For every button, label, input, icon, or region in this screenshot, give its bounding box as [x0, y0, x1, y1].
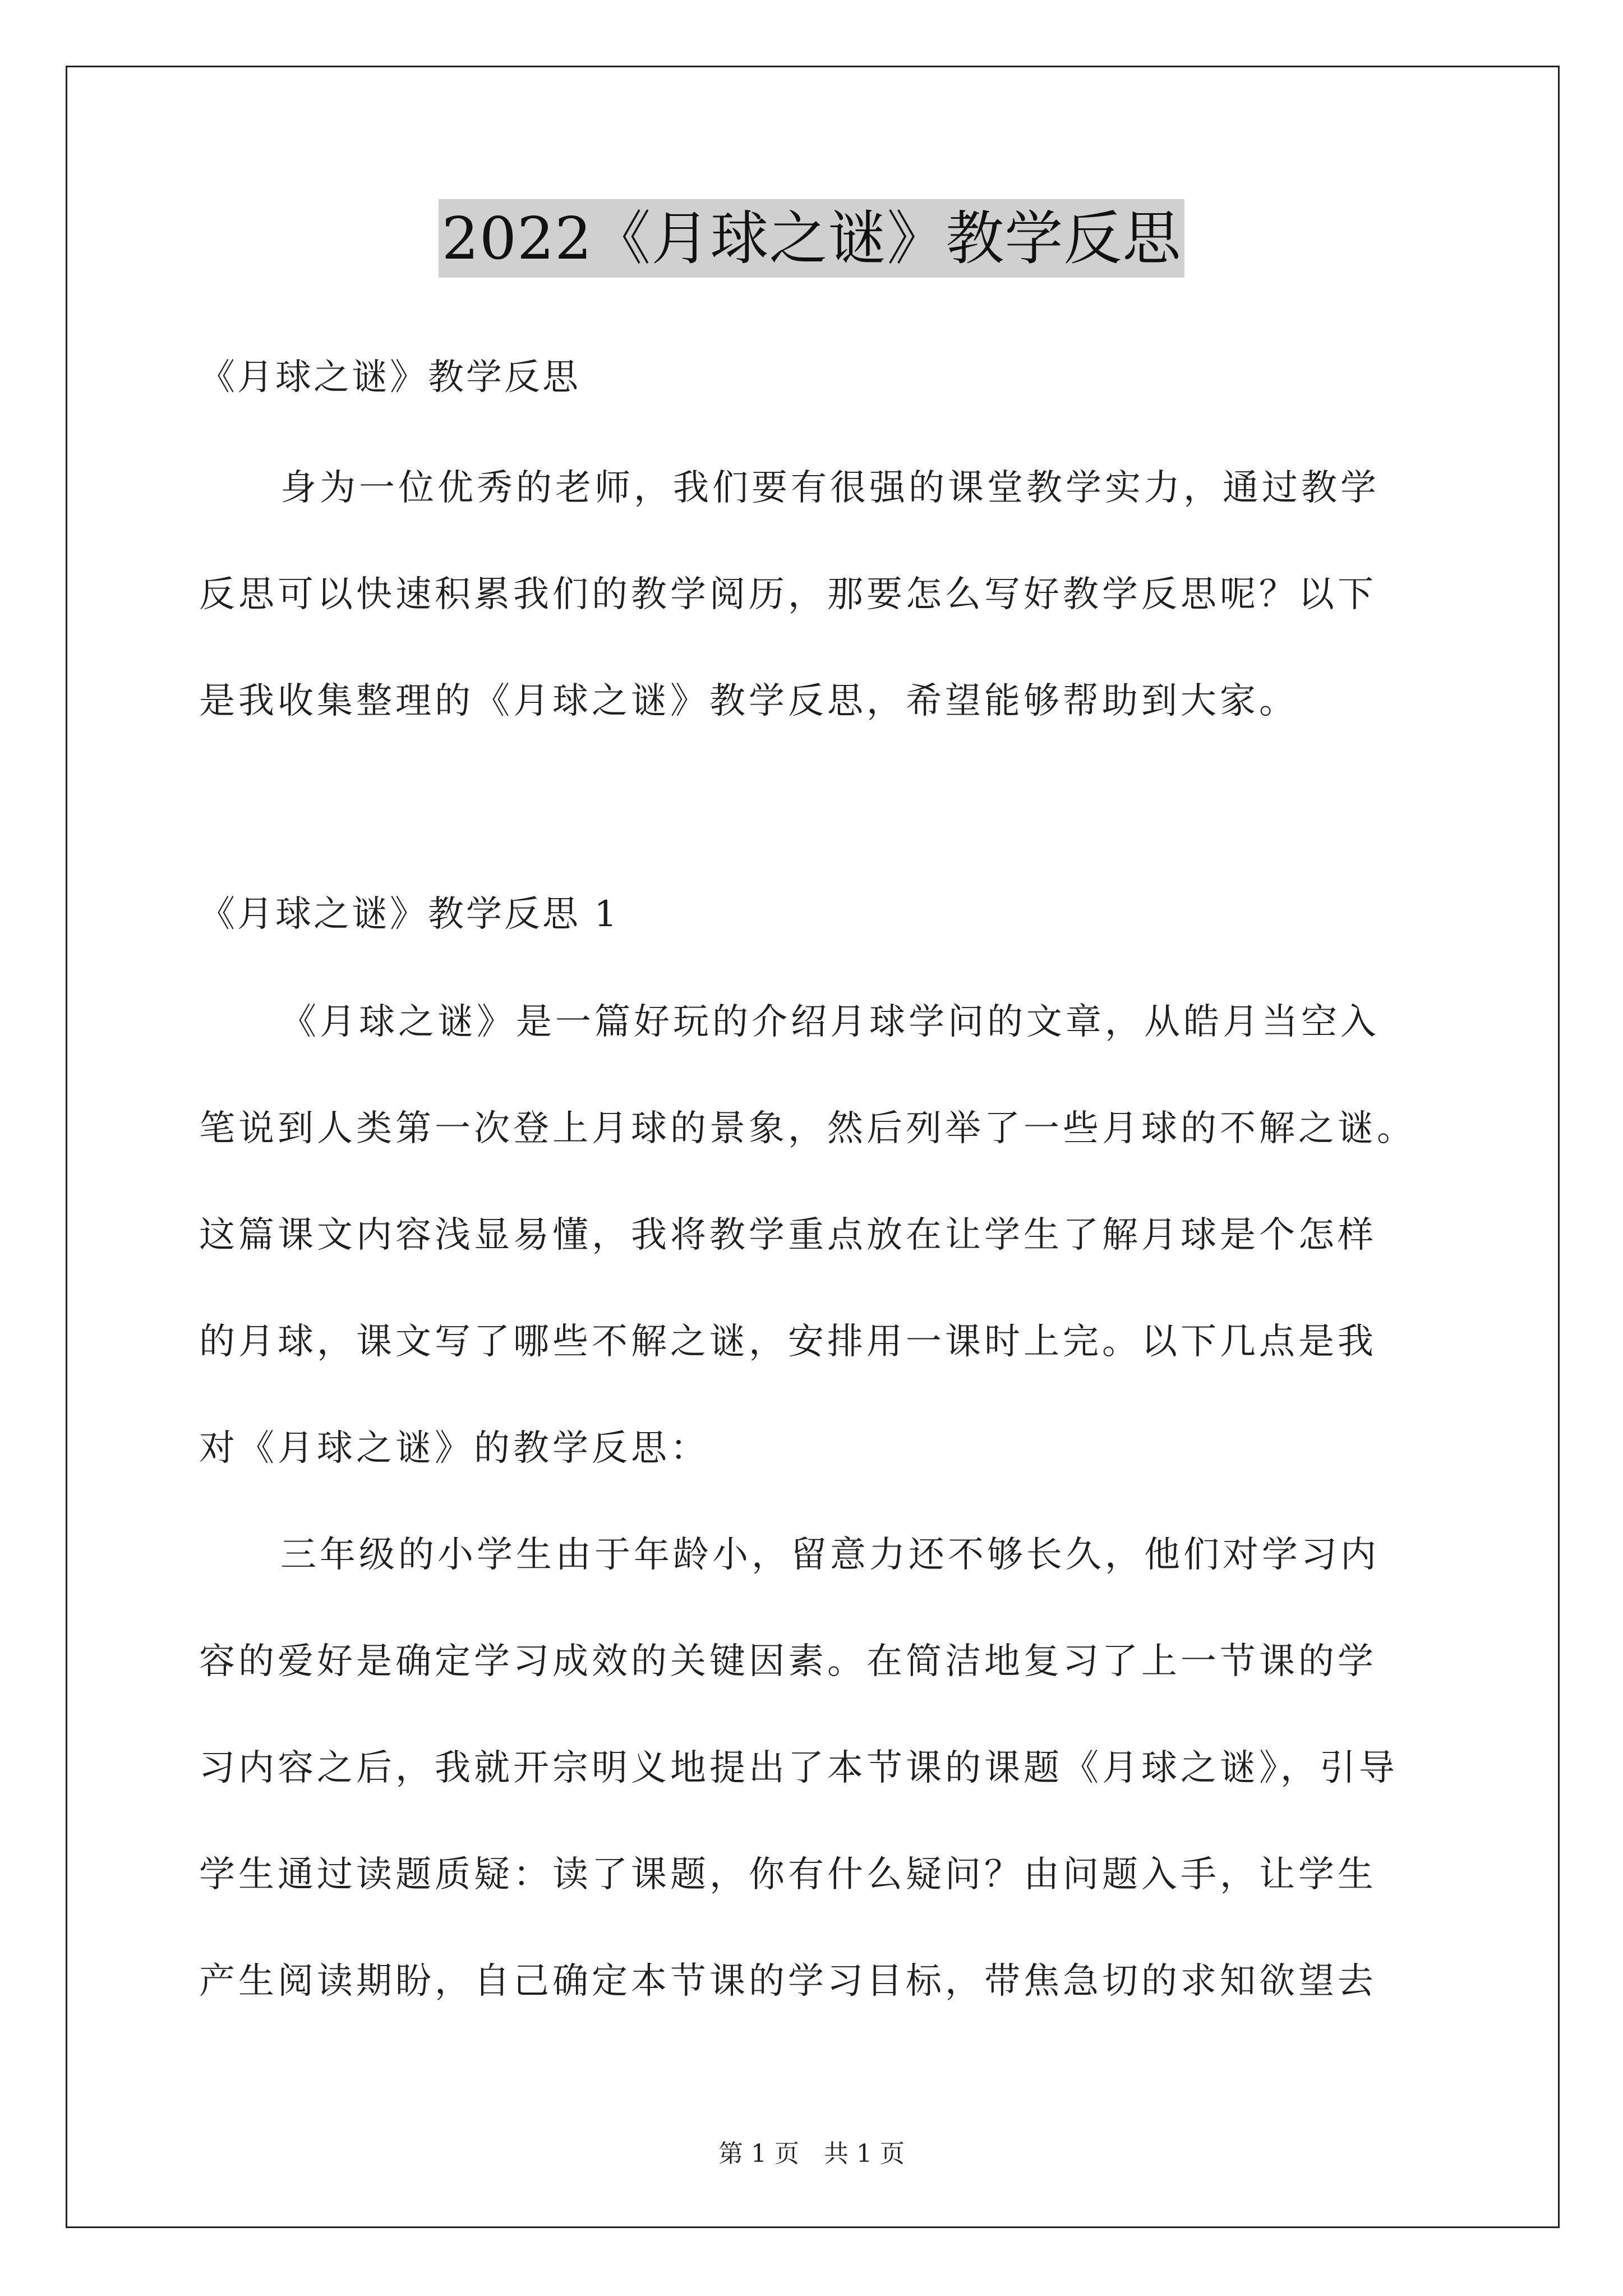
paragraph-line: 这篇课文内容浅显易懂，我将教学重点放在让学生了解月球是个怎样 — [199, 1214, 1377, 1256]
paragraph-line: 学生通过读题质疑：读了课题，你有什么疑问？由问题入手，让学生 — [199, 1854, 1377, 1895]
paragraph-line: 笔说到人类第一次登上月球的景象，然后列举了一些月球的不解之谜。 — [199, 1108, 1416, 1149]
section1-paragraph-2 — [199, 1502, 1467, 2035]
paragraph-line: 容的爱好是确定学习成效的关键因素。在简洁地复习了上一节课的学 — [199, 1641, 1377, 1682]
paragraph-line: 三年级的小学生由于年龄小，留意力还不够长久，他们对学习内 — [280, 1534, 1380, 1576]
paragraph-line: 习内容之后，我就开宗明义地提出了本节课的课题《月球之谜》，引导 — [199, 1747, 1398, 1789]
page-footer: 第 1 页 共 1 页 — [718, 2139, 905, 2168]
title-container — [0, 199, 1623, 278]
intro-paragraph — [199, 435, 1467, 754]
paragraph-line: 产生阅读期盼，自己确定本节课的学习目标，带焦急切的求知欲望去 — [199, 1961, 1377, 2002]
paragraph-line: 身为一位优秀的老师，我们要有很强的课堂教学实力，通过教学 — [280, 467, 1380, 509]
document-title: 2022《月球之谜》教学反思 — [439, 199, 1185, 278]
paragraph-line: 《月球之谜》是一篇好玩的介绍月球学问的文章，从皓月当空入 — [280, 1001, 1380, 1043]
paragraph-line: 是我收集整理的《月球之谜》教学反思，希望能够帮助到大家。 — [199, 680, 1298, 722]
paragraph-line: 对《月球之谜》的教学反思： — [199, 1428, 709, 1469]
intro-heading: 《月球之谜》教学反思 — [199, 357, 580, 398]
paragraph-line: 的月球，课文写了哪些不解之谜，安排用一课时上完。以下几点是我 — [199, 1321, 1377, 1363]
section1-heading: 《月球之谜》教学反思 1 — [199, 894, 620, 935]
paragraph-line: 反思可以快速积累我们的教学阅历，那要怎么写好教学反思呢？以下 — [199, 574, 1377, 615]
section1-paragraph-1 — [199, 969, 1467, 1502]
